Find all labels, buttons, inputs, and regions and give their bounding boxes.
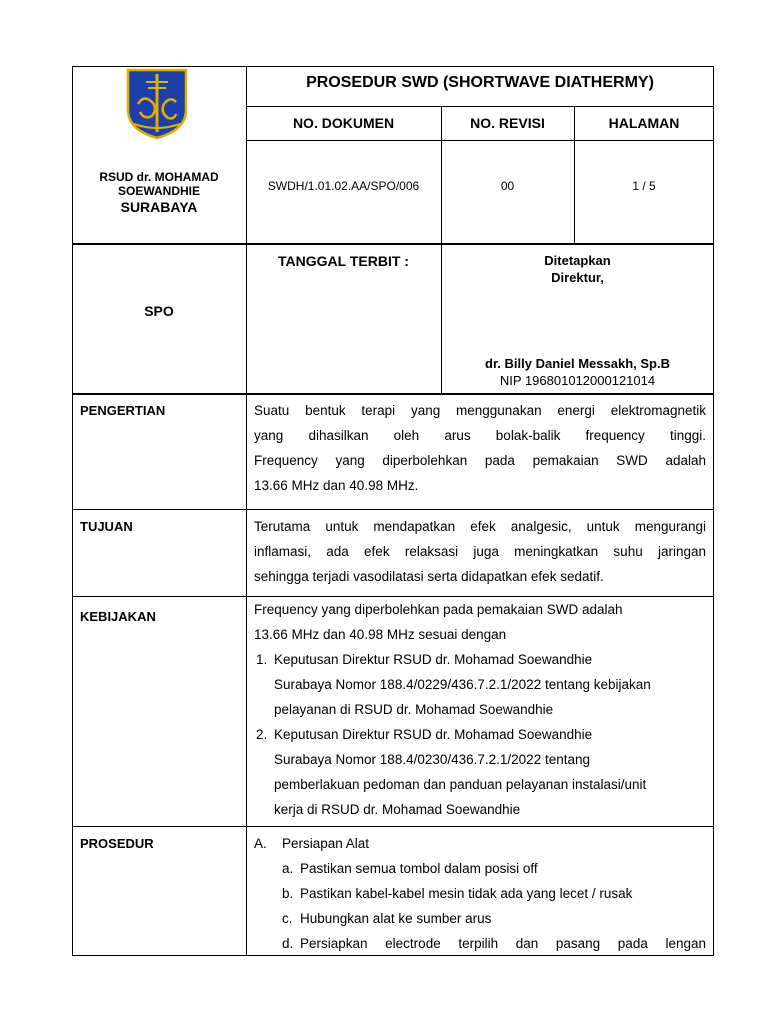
tanggal-terbit-label: TANGGAL TERBIT :	[278, 253, 409, 269]
prosedur-item-letter: b.	[282, 886, 294, 901]
pengertian-line: Frequency yang diperbolehkan pada pemakaian SWD adalah	[254, 453, 706, 468]
kebijakan-item-line: pemberlakuan pedoman dan panduan pelayanan instalasi/unit	[274, 777, 647, 792]
prosedur-label: PROSEDUR	[80, 836, 154, 851]
signer-nip: NIP 196801012000121014	[499, 373, 656, 388]
document-title: PROSEDUR SWD (SHORTWAVE DIATHERMY)	[306, 74, 654, 91]
prosedur-item-text: Hubungkan alat ke sumber arus	[300, 911, 492, 926]
tujuan-line: Terutama untuk mendapatkan efek analgesic, untuk mengurangi	[254, 519, 706, 534]
value-dokumen: SWDH/1.01.02.AA/SPO/006	[267, 179, 420, 193]
prosedur-item-letter: a.	[282, 861, 294, 876]
kebijakan-intro: 13.66 MHz dan 40.98 MHz sesuai dengan	[254, 627, 507, 642]
prosedur-item-text: Persiapkan electrode terpilih dan pasang pada lengan	[300, 936, 706, 951]
kebijakan-label: KEBIJAKAN	[80, 609, 156, 624]
hospital-name-line1: RSUD dr. MOHAMAD	[99, 170, 219, 184]
value-revisi: 00	[500, 179, 515, 193]
col-header-halaman: HALAMAN	[608, 115, 680, 131]
kebijakan-item-line: Surabaya Nomor 188.4/0230/436.7.2.1/2022 tentang	[274, 752, 590, 767]
kebijakan-item-number: 1.	[256, 652, 268, 667]
hospital-name-line2: SOEWANDHIE	[117, 184, 200, 198]
kebijakan-item-line: pelayanan di RSUD dr. Mohamad Soewandhie	[274, 702, 554, 717]
prosedur-section-letter: A.	[254, 836, 267, 851]
tujuan-line: inflamasi, ada efek relaksasi juga meningkatkan suhu jaringan	[254, 544, 706, 559]
signer-name: dr. Billy Daniel Messakh, Sp.B	[485, 356, 670, 371]
prosedur-item-letter: c.	[282, 911, 293, 926]
col-header-dokumen: NO. DOKUMEN	[292, 115, 395, 131]
kebijakan-item-line: Surabaya Nomor 188.4/0229/436.7.2.1/2022 tentang kebijakan	[274, 677, 651, 692]
pengertian-line: 13.66 MHz dan 40.98 MHz.	[254, 478, 419, 493]
kebijakan-item-line: Keputusan Direktur RSUD dr. Mohamad Soewandhie	[274, 727, 593, 742]
tujuan-line: sehingga terjadi vasodilatasi serta didapatkan efek sedatif.	[254, 569, 604, 584]
pengertian-label: PENGERTIAN	[80, 403, 166, 418]
spo-label: SPO	[144, 303, 174, 319]
col-header-revisi: NO. REVISI	[470, 115, 545, 131]
prosedur-section-title: Persiapan Alat	[282, 836, 370, 851]
prosedur-item-letter: d.	[282, 936, 294, 951]
ditetapkan-label: Ditetapkan	[544, 253, 611, 268]
direktur-label: Direktur,	[551, 270, 604, 285]
pengertian-line: yang dihasilkan oleh arus bolak-balik frequency tinggi.	[254, 428, 706, 443]
pengertian-line: Suatu bentuk terapi yang menggunakan energi elektromagnetik	[254, 403, 706, 418]
tujuan-label: TUJUAN	[80, 519, 133, 534]
value-halaman: 1 / 5	[632, 179, 656, 193]
kebijakan-item-line: Keputusan Direktur RSUD dr. Mohamad Soewandhie	[274, 652, 593, 667]
kebijakan-intro: Frequency yang diperbolehkan pada pemakaian SWD adalah	[254, 602, 623, 617]
hospital-city: SURABAYA	[120, 199, 198, 215]
kebijakan-item-number: 2.	[256, 727, 268, 742]
prosedur-item-text: Pastikan kabel-kabel mesin tidak ada yang lecet / rusak	[300, 886, 633, 901]
surabaya-crest-logo	[124, 66, 190, 140]
kebijakan-item-line: kerja di RSUD dr. Mohamad Soewandhie	[274, 802, 521, 817]
prosedur-item-text: Pastikan semua tombol dalam posisi off	[300, 861, 538, 876]
